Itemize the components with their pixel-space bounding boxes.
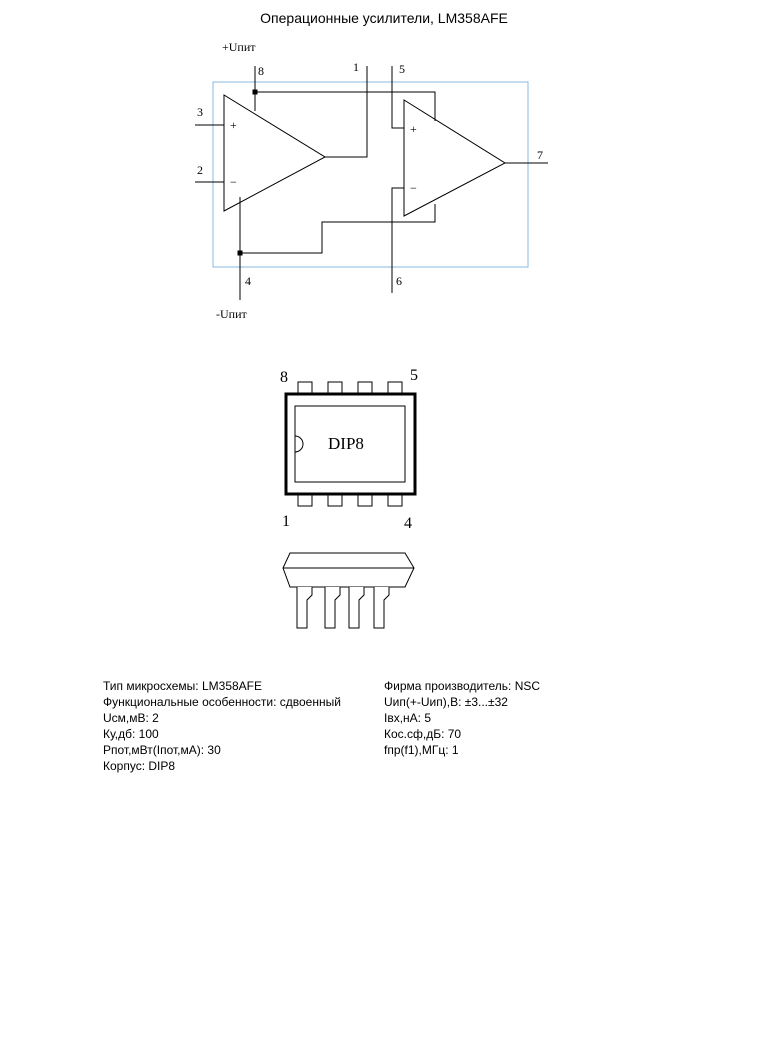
pin-4-label: 4 <box>245 274 251 288</box>
opamp-2-triangle <box>404 100 505 216</box>
pin-8-label: 8 <box>258 64 264 78</box>
spec-offset-voltage: Uсм,мВ: 2 <box>103 711 159 725</box>
spec-features: Функциональные особенности: сдвоенный <box>103 695 341 709</box>
opamp-1-minus-sign: − <box>230 175 237 189</box>
package-pin-4-label: 4 <box>404 515 412 532</box>
opamp-2-plus-sign: + <box>410 122 417 136</box>
page-title: Операционные усилители, LM358AFE <box>260 10 508 26</box>
spec-manufacturer: Фирма производитель: NSC <box>384 679 541 693</box>
spec-package: Корпус: DIP8 <box>103 759 176 773</box>
spec-chip-type: Тип микросхемы: LM358AFE <box>103 679 262 693</box>
spec-cmrr: Кос.сф,дБ: 70 <box>384 727 462 741</box>
supply-plus-label: +Uпит <box>222 40 256 54</box>
schematic-wires <box>195 66 548 300</box>
spec-bandwidth: fпр(f1),МГц: 1 <box>384 743 459 757</box>
spec-input-current: Iвх,нА: 5 <box>384 711 432 725</box>
spec-power: Pпот,мВт(Iпот,мА): 30 <box>103 743 221 757</box>
pin-6-label: 6 <box>396 274 402 288</box>
pin-3-label: 3 <box>197 105 203 119</box>
chip-outline <box>213 82 528 267</box>
spec-gain: Ку,дб: 100 <box>103 727 159 741</box>
package-pin-8-label: 8 <box>280 369 288 386</box>
opamp-2-minus-sign: − <box>410 181 417 195</box>
package-side-view <box>283 553 414 628</box>
specs-left-column <box>103 678 341 774</box>
junction-dot-8 <box>253 90 258 95</box>
specs-right-column <box>384 678 540 758</box>
package-name-label: DIP8 <box>328 434 364 453</box>
pin-7-label: 7 <box>537 148 543 162</box>
supply-minus-label: -Uпит <box>216 307 247 321</box>
package-pin-1-label: 1 <box>282 513 290 530</box>
pin-5-label: 5 <box>399 62 405 76</box>
spec-supply-voltage: Uип(+-Uип),В: ±3...±32 <box>384 695 508 709</box>
opamp-1-triangle <box>224 95 325 211</box>
junction-dot-4 <box>238 251 243 256</box>
pin-2-label: 2 <box>197 163 203 177</box>
opamp-1-plus-sign: + <box>230 118 237 132</box>
package-pin-5-label: 5 <box>410 367 418 384</box>
pin-1-label: 1 <box>353 60 359 74</box>
